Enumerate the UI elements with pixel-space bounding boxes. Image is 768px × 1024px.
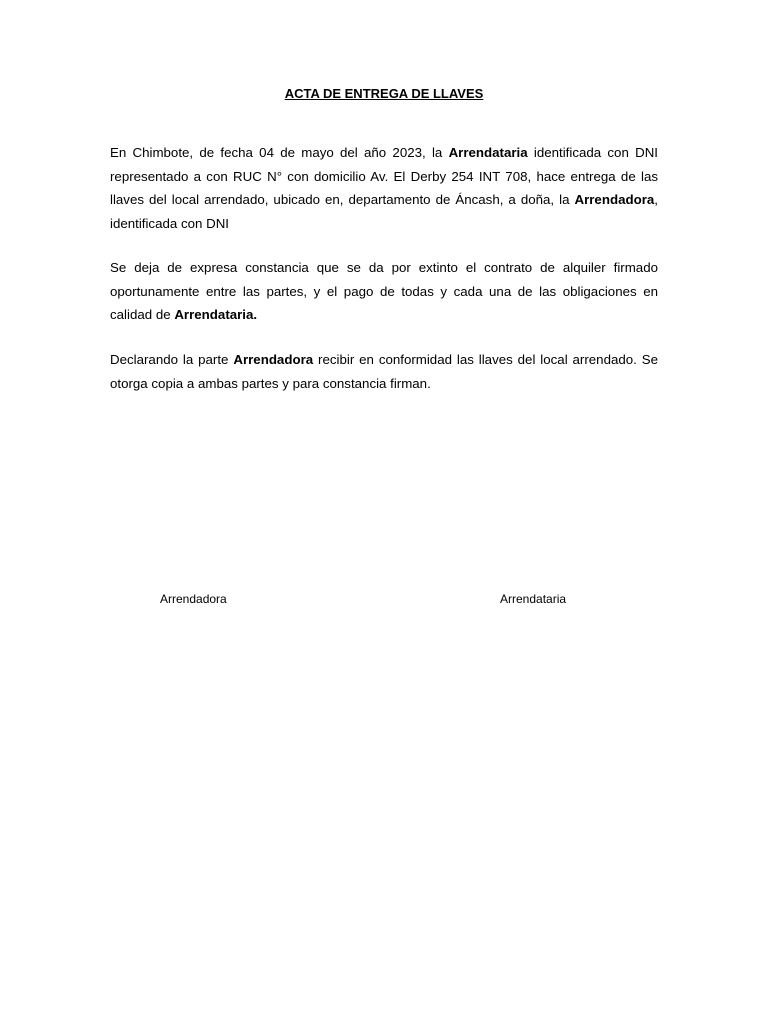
paragraph-conformidad-bold-arrendadora: Arrendadora (233, 352, 314, 367)
signature-label-arrendadora: Arrendadora (160, 592, 227, 606)
document-title: ACTA DE ENTREGA DE LLAVES (284, 86, 484, 101)
paragraph-delivery-text-3: , identificada con DNI (110, 192, 658, 231)
paragraph-conformidad-text-1: Declarando la parte (110, 352, 234, 367)
paragraph-delivery (110, 141, 658, 235)
paragraph-delivery-bold-arrendataria: Arrendataria (448, 145, 528, 160)
paragraph-delivery-bold-arrendadora: Arrendadora (574, 192, 655, 207)
paragraph-conformidad (110, 348, 658, 395)
paragraph-delivery-text-2: identificada con DNI representado a con RUC N° con domicilio Av. El Derby 254 INT 708, hace entrega de las llaves del local arrendado, ubicado en, departamento de Áncash, a doña, la (110, 145, 658, 207)
paragraph-conformidad-text-2: recibir en conformidad las llaves del local arrendado. Se otorga copia a ambas partes y para constancia firman. (110, 352, 659, 391)
paragraph-delivery-text-1: En Chimbote, de fecha 04 de mayo del año 2023, la (110, 145, 449, 160)
paragraph-constancia (110, 256, 658, 327)
paragraph-constancia-bold-arrendataria: Arrendataria. (174, 307, 258, 322)
paragraph-constancia-text-1: Se deja de expresa constancia que se da por extinto el contrato de alquiler firmado oportunamente entre las partes, y el pago de todas y cada una de las obligaciones en calidad de (110, 260, 658, 322)
signature-label-arrendataria: Arrendataria (500, 592, 567, 606)
